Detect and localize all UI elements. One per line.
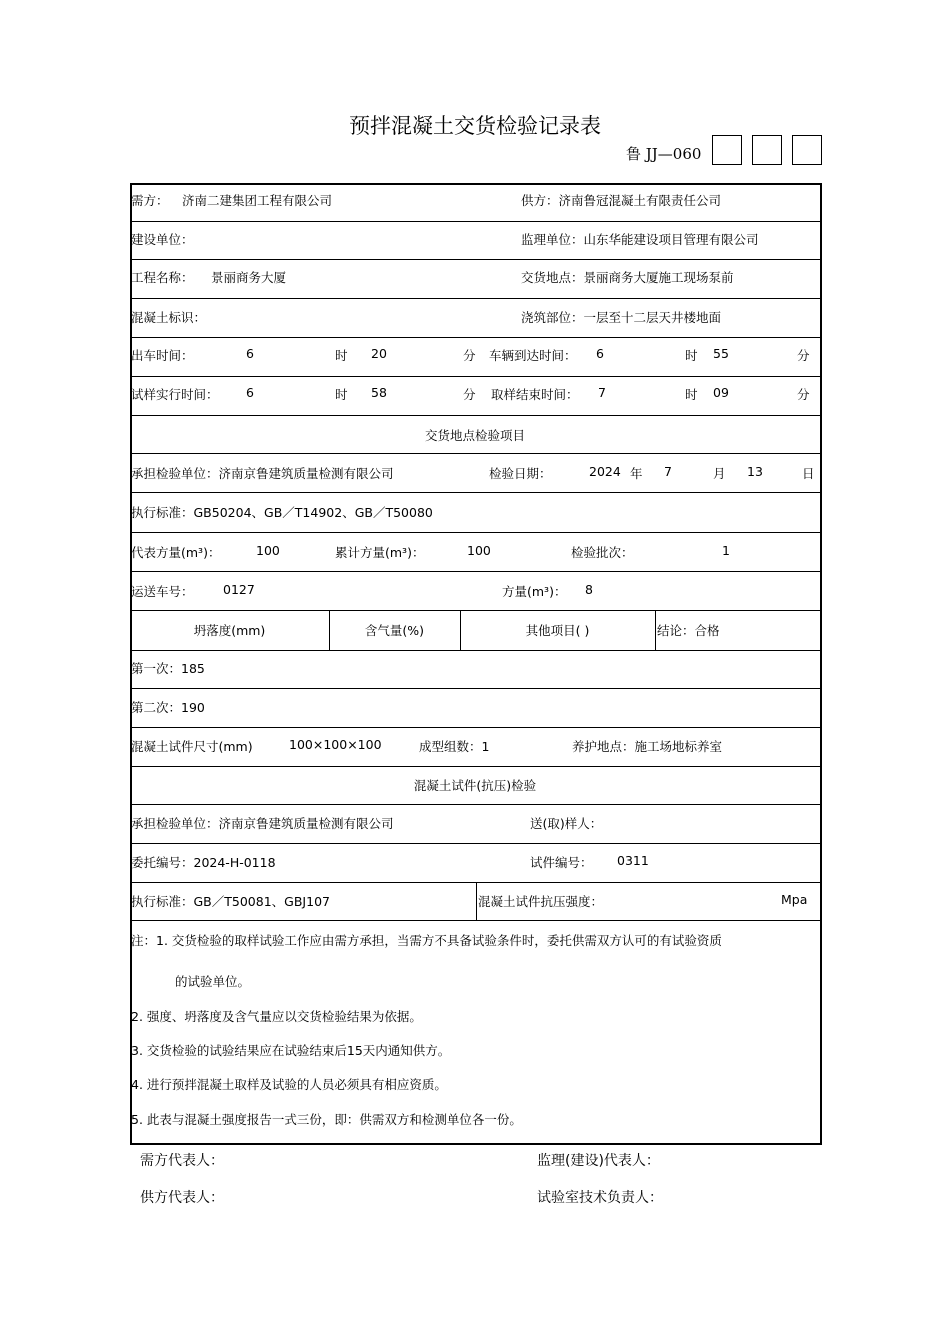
minute-unit: 分 — [797, 387, 810, 402]
row-divider — [130, 571, 820, 572]
supervision-rep-signature[interactable]: 监理(建设)代表人： — [537, 1153, 660, 1169]
row-divider — [130, 610, 820, 611]
concrete-mark-field[interactable]: 混凝土标识： — [131, 310, 207, 325]
truck-value[interactable]: 0127 — [223, 582, 255, 597]
air-content-header: 含气量(%) — [364, 623, 425, 638]
year-unit: 年 — [630, 466, 643, 481]
inspect-day[interactable]: 13 — [747, 464, 763, 479]
code-box-1[interactable] — [712, 135, 742, 165]
specimen-size-label: 混凝土试件尺寸(mm) — [131, 739, 253, 754]
note-1-continued: 的试验单位。 — [175, 974, 251, 989]
row-divider — [130, 766, 820, 767]
pour-part-field[interactable]: 浇筑部位：一层至十二层天井楼地面 — [521, 310, 722, 325]
minute-unit: 分 — [463, 348, 476, 363]
slump-header: 坍落度(mm) — [193, 623, 266, 638]
sample-end-minute[interactable]: 09 — [713, 385, 729, 400]
hour-unit: 时 — [685, 348, 698, 363]
inspect-unit-field[interactable]: 承担检验单位：济南京鲁建筑质量检测有限公司 — [131, 466, 394, 481]
row-divider — [130, 221, 820, 222]
sample-minute[interactable]: 58 — [371, 385, 387, 400]
inspect-year[interactable]: 2024 — [589, 464, 621, 479]
section-delivery-inspection: 交货地点检验项目 — [424, 428, 525, 443]
depart-minute[interactable]: 20 — [371, 346, 387, 361]
delivery-place-field[interactable]: 交货地点：景丽商务大厦施工现场泵前 — [521, 270, 734, 285]
hour-unit: 时 — [335, 348, 348, 363]
row-divider — [130, 882, 820, 883]
commission-field[interactable]: 委托编号：2024-H-0118 — [131, 855, 276, 870]
col-divider — [655, 610, 656, 650]
sample-hour[interactable]: 6 — [246, 385, 254, 400]
inspect-date-label: 检验日期： — [489, 466, 552, 481]
row-divider — [130, 337, 820, 338]
other-items-header: 其他项目( ) — [525, 623, 590, 638]
hour-unit: 时 — [685, 387, 698, 402]
page-title: 预拌混凝土交货检验记录表 — [349, 114, 601, 138]
specimen-no-label: 试件编号： — [530, 855, 593, 870]
group-count-field[interactable]: 成型组数：1 — [419, 739, 490, 754]
project-value[interactable]: 景丽商务大厦 — [211, 270, 287, 285]
truck-label: 运送车号： — [131, 584, 194, 599]
note-5: 5. 此表与混凝土强度报告一式三份，即：供需双方和检测单位各一份。 — [131, 1112, 522, 1127]
row-divider — [130, 843, 820, 844]
supply-field[interactable]: 供方：济南鲁冠混凝土有限责任公司 — [521, 193, 722, 208]
row-divider — [130, 727, 820, 728]
row-divider — [130, 298, 820, 299]
lab-head-signature[interactable]: 试验室技术负责人： — [537, 1190, 663, 1206]
demand-value[interactable]: 济南二建集团工程有限公司 — [182, 193, 333, 208]
supply-rep-signature[interactable]: 供方代表人： — [140, 1190, 224, 1206]
note-3: 3. 交货检验的试验结果应在试验结束后15天内通知供方。 — [131, 1043, 451, 1058]
construction-unit-field[interactable]: 建设单位： — [131, 232, 194, 247]
sample-end-hour[interactable]: 7 — [598, 385, 606, 400]
inspect-month[interactable]: 7 — [664, 464, 672, 479]
batch-value[interactable]: 1 — [722, 543, 730, 558]
strength-label: 混凝土试件抗压强度： — [478, 894, 604, 909]
sample-end-label: 取样结束时间： — [491, 387, 579, 402]
demand-rep-signature[interactable]: 需方代表人： — [140, 1153, 224, 1169]
depart-time-label: 出车时间： — [131, 348, 194, 363]
second-slump-field[interactable]: 第二次：190 — [131, 700, 205, 715]
cum-volume-value[interactable]: 100 — [467, 543, 491, 558]
specimen-no-value[interactable]: 0311 — [617, 853, 649, 868]
first-slump-field[interactable]: 第一次：185 — [131, 661, 205, 676]
specimen-size-value[interactable]: 100×100×100 — [289, 737, 382, 752]
depart-hour[interactable]: 6 — [246, 346, 254, 361]
note-1: 注：1. 交货检验的取样试验工作应由需方承担，当需方不具备试验条件时，委托供需双方认可的有试验资质 — [131, 933, 722, 948]
rep-volume-label: 代表方量(m³)： — [131, 545, 221, 560]
strength-unit: Mpa — [781, 892, 808, 907]
month-unit: 月 — [713, 466, 726, 481]
row-divider — [130, 804, 820, 805]
row-divider — [130, 376, 820, 377]
note-4: 4. 进行预拌混凝土取样及试验的人员必须具有相应资质。 — [131, 1077, 447, 1092]
conclusion-field[interactable]: 结论：合格 — [657, 623, 720, 638]
code-box-3[interactable] — [792, 135, 822, 165]
rep-volume-value[interactable]: 100 — [256, 543, 280, 558]
volume-label: 方量(m³)： — [502, 584, 567, 599]
project-label: 工程名称： — [131, 270, 194, 285]
curing-place-field[interactable]: 养护地点：施工场地标养室 — [572, 739, 723, 754]
row-divider — [130, 688, 820, 689]
code-box-2[interactable] — [752, 135, 782, 165]
note-2: 2. 强度、坍落度及含气量应以交货检验结果为依据。 — [131, 1009, 422, 1024]
arrive-hour[interactable]: 6 — [596, 346, 604, 361]
record-table — [130, 183, 822, 1145]
arrive-minute[interactable]: 55 — [713, 346, 729, 361]
row-divider — [130, 415, 820, 416]
demand-label: 需方： — [131, 193, 169, 208]
standard2-field[interactable]: 执行标准：GB／T50081、GBJ107 — [131, 894, 330, 909]
minute-unit: 分 — [797, 348, 810, 363]
batch-label: 检验批次： — [571, 545, 634, 560]
supervision-unit-field[interactable]: 监理单位：山东华能建设项目管理有限公司 — [521, 232, 759, 247]
minute-unit: 分 — [463, 387, 476, 402]
row-divider — [130, 650, 820, 651]
volume-value[interactable]: 8 — [585, 582, 593, 597]
row-divider — [130, 492, 820, 493]
hour-unit: 时 — [335, 387, 348, 402]
section-compression-test: 混凝土试件(抗压)检验 — [413, 778, 537, 793]
standard-field[interactable]: 执行标准：GB50204、GB／T14902、GB／T50080 — [131, 505, 433, 520]
cum-volume-label: 累计方量(m³)： — [335, 545, 425, 560]
sender-field[interactable]: 送(取)样人： — [530, 816, 603, 831]
sample-time-label: 试样实行时间： — [131, 387, 219, 402]
row-divider — [130, 453, 820, 454]
inspect-unit2-field[interactable]: 承担检验单位：济南京鲁建筑质量检测有限公司 — [131, 816, 394, 831]
row-divider — [130, 259, 820, 260]
col-divider — [476, 882, 477, 920]
form-code: 鲁 JJ—060 — [626, 145, 702, 163]
row-divider — [130, 532, 820, 533]
row-divider — [130, 920, 820, 921]
day-unit: 日 — [802, 466, 815, 481]
arrive-time-label: 车辆到达时间： — [489, 348, 577, 363]
